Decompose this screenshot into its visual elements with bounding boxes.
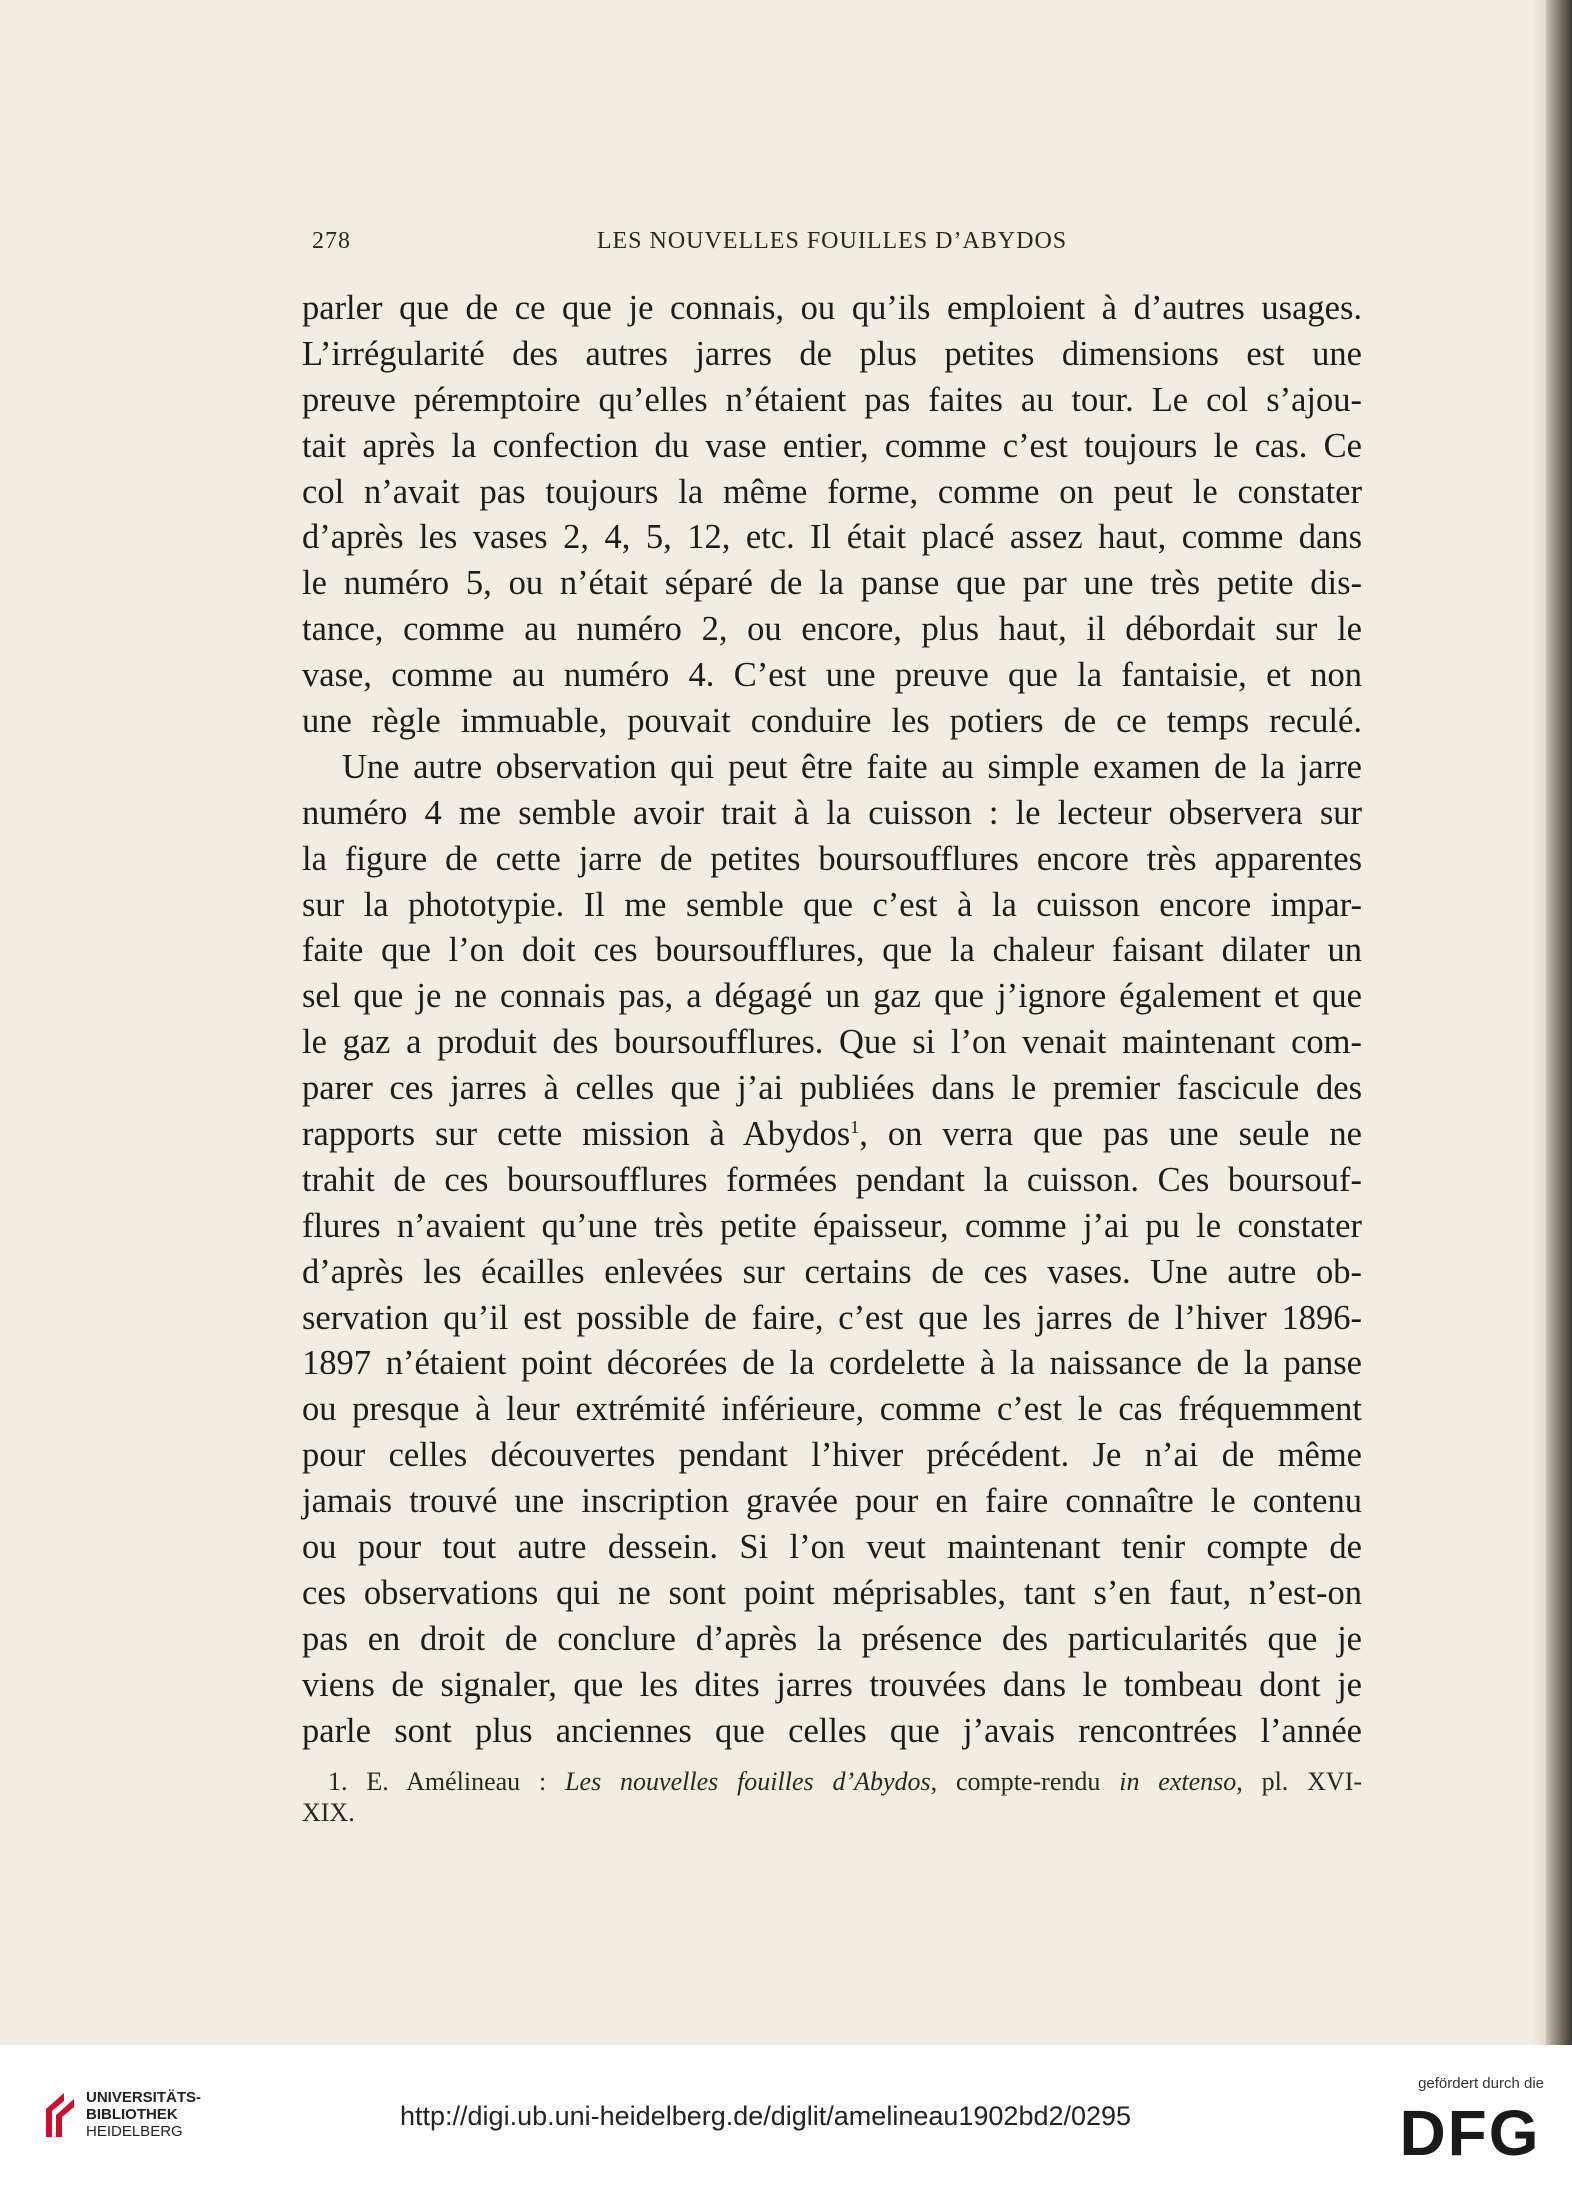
footnote bbox=[302, 1766, 1362, 1828]
text-line: une règle immuable, pouvait conduire les potiers de ce temps reculé. bbox=[302, 702, 1362, 741]
footnote-in-extenso: in extenso bbox=[1119, 1767, 1237, 1796]
text-line: sur la phototypie. Il me semble que c’est à la cuisson encore impar- bbox=[302, 885, 1362, 924]
paragraph-start-line: Une autre observation qui peut être faite au simple examen de la jarre bbox=[342, 747, 1362, 786]
text-line: ou presque à leur extrémité inférieure, comme c’est le cas fréquemment bbox=[302, 1390, 1362, 1429]
text-line: vase, comme au numéro 4. C’est une preuve que la fantaisie, et non bbox=[302, 656, 1362, 695]
text-line: flures n’avaient qu’une très petite épaisseur, comme j’ai pu le constater bbox=[302, 1206, 1362, 1245]
text-line: tance, comme au numéro 2, ou encore, plus haut, il débordait sur le bbox=[302, 610, 1362, 649]
footnote-marker: 1 bbox=[850, 1117, 860, 1138]
library-name-line: HEIDELBERG bbox=[86, 2123, 183, 2140]
text-line: faite que l’on doit ces boursoufflures, que la chaleur faisant dilater un bbox=[302, 931, 1362, 970]
text-line: d’après les écailles enlevées sur certains de ces vases. Une autre ob- bbox=[302, 1252, 1362, 1291]
text-fragment: rapports sur cette mission à Abydos bbox=[302, 1115, 851, 1154]
page-number: 278 bbox=[312, 228, 351, 254]
text-line: parer ces jarres à celles que j’ai publiées dans le premier fascicule des bbox=[302, 1069, 1362, 1108]
text-line: parler que de ce que je connais, ou qu’ils emploient à d’autres usages. bbox=[302, 289, 1362, 327]
footnote-continuation: XIX. bbox=[302, 1798, 355, 1827]
text-line: pas en droit de conclure d’après la présence des particularités que je bbox=[302, 1619, 1362, 1658]
text-line: le numéro 5, ou n’était séparé de la panse que par une très petite dis- bbox=[302, 564, 1362, 603]
body-text bbox=[302, 286, 1362, 1755]
dfg-logo-icon bbox=[1396, 2101, 1544, 2161]
footnote-text: , pl. XVI- bbox=[1236, 1767, 1363, 1796]
library-name-line: BIBLIOTHEK bbox=[86, 2106, 178, 2123]
text-line: servation qu’il est possible de faire, c’est que les jarres de l’hiver 1896- bbox=[302, 1298, 1362, 1337]
text-line: ou pour tout autre dessein. Si l’on veut maintenant tenir compte de bbox=[302, 1528, 1362, 1567]
text-line: col n’avait pas toujours la même forme, comme on peut le constater bbox=[302, 472, 1362, 511]
library-name-line: UNIVERSITÄTS- bbox=[86, 2089, 202, 2106]
text-line: pour celles découvertes pendant l’hiver précédent. Je n’ai de même bbox=[302, 1436, 1362, 1475]
text-line: la figure de cette jarre de petites boursoufflures encore très apparentes bbox=[302, 839, 1362, 878]
permalink-url[interactable]: http://digi.ub.uni-heidelberg.de/diglit/amelineau1902bd2/0295 bbox=[400, 2101, 1132, 2131]
text-line: numéro 4 me semble avoir trait à la cuisson : le lecteur observera sur bbox=[302, 793, 1362, 832]
running-head bbox=[302, 222, 1362, 258]
text-line-with-note bbox=[302, 1112, 1362, 1158]
footnote-text: , compte-rendu bbox=[930, 1767, 1101, 1796]
text-line: sel que je ne connais pas, a dégagé un gaz que j’ignore également et que bbox=[302, 977, 1362, 1016]
page-edge bbox=[1546, 0, 1572, 2045]
dfg-logo-text: DFG bbox=[1399, 2101, 1541, 2161]
text-line: L’irrégularité des autres jarres de plus petites dimensions est une bbox=[302, 334, 1362, 373]
text-line: 1897 n’étaient point décorées de la cordelette à la naissance de la panse bbox=[302, 1344, 1362, 1383]
text-line: parle sont plus anciennes que celles que j’avais rencontrées l’année bbox=[302, 1711, 1362, 1750]
library-logo-icon bbox=[40, 2089, 80, 2139]
text-line: trahit de ces boursoufflures formées pendant la cuisson. Ces boursouf- bbox=[302, 1160, 1362, 1199]
page-gutter-shadow bbox=[1532, 0, 1546, 2045]
footnote-line bbox=[302, 1766, 1362, 1797]
footnote-title: Les nouvelles fouilles d’Abydos bbox=[565, 1767, 931, 1796]
text-line: d’après les vases 2, 4, 5, 12, etc. Il était placé assez haut, comme dans bbox=[302, 518, 1362, 557]
text-line: tait après la confection du vase entier, comme c’est toujours le cas. Ce bbox=[302, 426, 1362, 465]
text-line: jamais trouvé une inscription gravée pour en faire connaître le contenu bbox=[302, 1482, 1362, 1521]
text-line: preuve péremptoire qu’elles n’étaient pas faites au tour. Le col s’ajou- bbox=[302, 380, 1362, 419]
text-line: viens de signaler, que les dites jarres trouvées dans le tombeau dont je bbox=[302, 1665, 1362, 1704]
footnote-author: 1. E. Amélineau : bbox=[328, 1767, 547, 1796]
digitization-footer bbox=[0, 2045, 1572, 2187]
library-name bbox=[86, 2089, 201, 2140]
text-line: le gaz a produit des boursoufflures. Que si l’on venait maintenant com- bbox=[302, 1023, 1362, 1062]
text-line: ces observations qui ne sont point méprisables, tant s’en faut, n’est-on bbox=[302, 1573, 1362, 1612]
funding-caption: gefördert durch die bbox=[1418, 2075, 1544, 2092]
running-title: LES NOUVELLES FOUILLES D’ABYDOS bbox=[596, 228, 1068, 254]
text-fragment: , on verra que pas une seule ne bbox=[859, 1115, 1362, 1154]
